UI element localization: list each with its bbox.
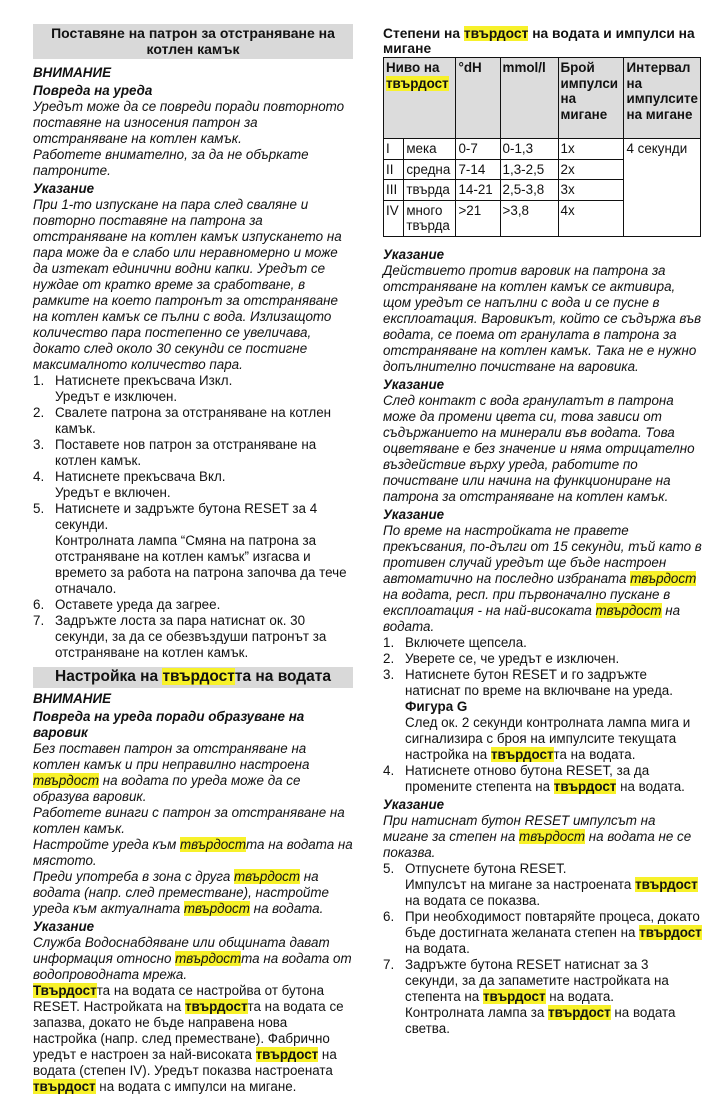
list-item — [33, 469, 353, 501]
mmol-value: 2,5-3,8 — [500, 180, 558, 201]
figure-reference — [405, 699, 703, 715]
section-heading-cartridge: Поставяне на патрон за отстраняване на котлен камък — [33, 24, 353, 59]
text-run: Указание — [383, 376, 445, 392]
list-item-text — [55, 597, 353, 613]
text-run: Настройте уреда към — [33, 837, 181, 852]
list-number: 4. — [33, 469, 45, 484]
note-label — [33, 691, 353, 707]
section-heading-water-hardness — [33, 667, 353, 688]
list-item-body — [405, 635, 703, 651]
cartridge-section-body — [33, 65, 353, 661]
pulse-interval: 4 секунди — [624, 139, 701, 237]
text-run: Натиснете отново бутона RESET, за да промените степента на — [405, 762, 650, 794]
numbered-list — [383, 635, 703, 795]
list-item-note — [55, 485, 353, 501]
right-body — [383, 247, 703, 1037]
dh-value: >21 — [456, 200, 500, 236]
paragraph — [33, 147, 353, 179]
text-run: Поставете нов патрон за отстраняване на котлен камък. — [55, 437, 317, 468]
highlighted-term: твърдост — [184, 999, 248, 1014]
paragraph — [33, 197, 353, 373]
highlighted-term: твърдост — [386, 75, 449, 91]
text-run: Служба Водоснабдяване или общината дават информация относно — [33, 935, 330, 966]
list-item — [33, 613, 353, 661]
list-item-text — [55, 373, 353, 389]
highlighted-term: твърдост — [635, 876, 698, 892]
list-item-text — [55, 405, 353, 437]
numbered-list — [383, 861, 703, 1037]
note-label — [383, 247, 703, 263]
list-item-body — [405, 763, 703, 795]
text-run: Оставете уреда да загрее. — [55, 597, 221, 612]
text-run: ВНИМАНИЕ — [33, 691, 112, 706]
highlighted-term: твърдост — [595, 602, 662, 618]
text-run: на водата. — [545, 988, 615, 1004]
text-run: на водата с импулси на мигане. — [95, 1079, 297, 1094]
pulse-count: 4x — [558, 200, 624, 236]
list-number: 4. — [383, 762, 395, 778]
text-run: При 1-то изпускане на пара след сваляне и повторно поставяне на патрона за отстраняване на котлен камък изпускането на пара може да е слабо или неравномерно и може да изтекат единични водни капки. Уредът се нуждае от кратко време за сработване, в рамките на което патронът за отстраняване на котлен камък се пълни с вода. Излизащото количество пара постепенно се увеличава, докато след около 30 секунди се постигне максималното количество пара. — [33, 197, 342, 372]
text-run: Фигура G — [405, 698, 468, 714]
text-run: Работете винаги с патрон за отстраняване на котлен камък. — [33, 805, 345, 836]
header-level — [384, 58, 456, 139]
text-run: на водата, респ. при първоначално пускане в експлоатация - на най-високата — [383, 586, 671, 618]
text-run: Указание — [383, 246, 445, 262]
list-item-body — [55, 501, 353, 597]
text-run: Без поставен патрон за отстраняване на котлен камък и при неправилно настроена — [33, 741, 310, 772]
text-run: Контролната лампа за — [405, 1004, 549, 1020]
paragraph — [33, 741, 353, 805]
left-column — [33, 24, 353, 1095]
text-run: та на водата се запазва, докато не бъде направена нова настройка (напр. след преместване). Фабрично уредът е настроен за най-високата — [33, 999, 344, 1062]
list-item — [383, 957, 703, 1037]
list-item — [383, 861, 703, 909]
text-run: След ок. 2 секунди контролната лампа мига и сигнализира с броя на импулсите текущата настройка на — [405, 714, 691, 762]
paragraph — [33, 837, 353, 869]
note-label — [33, 709, 353, 741]
list-item-note — [405, 877, 703, 909]
note-label — [33, 65, 353, 81]
list-number: 2. — [383, 650, 395, 666]
list-item-note — [405, 715, 703, 763]
list-number: 3. — [33, 437, 45, 452]
list-item — [383, 635, 703, 651]
list-number: 2. — [33, 405, 45, 420]
pulse-count: 1x — [558, 139, 624, 160]
text-run: При необходимост повтаряйте процеса, докато бъде достигната желаната степен на — [405, 908, 700, 940]
text-run: Преди употреба в зона с друга — [33, 869, 235, 884]
list-item-text — [55, 437, 353, 469]
text-run: та на водата се настройва от бутона RESET. Настройката на — [33, 983, 325, 1014]
text-run: та на водата от водопроводната мрежа. — [33, 951, 352, 982]
list-item-text — [405, 635, 703, 651]
header-interval: Интервал на импулсите на мигане — [624, 58, 701, 139]
highlighted-term: твърдост — [553, 778, 617, 794]
highlighted-term: твърдост — [630, 570, 697, 586]
list-item-text — [405, 957, 703, 1005]
text-run: Ниво на — [386, 60, 440, 75]
list-item-body — [55, 613, 353, 661]
text-run: Натиснете прекъсвача Изкл. — [55, 373, 233, 388]
header-mmol: mmol/l — [500, 58, 558, 139]
list-item-note — [55, 533, 353, 597]
table-title — [383, 26, 703, 56]
text-run: Свалете патрона за отстраняване на котлен камък. — [55, 405, 332, 436]
mmol-value: 1,3-2,5 — [500, 159, 558, 180]
highlighted-term: твърдост — [183, 901, 250, 916]
highlighted-term: твърдост — [33, 773, 100, 788]
paragraph — [33, 805, 353, 837]
text-run: на водата светва. — [405, 1004, 676, 1036]
level-numeral: I — [384, 139, 404, 160]
note-label — [383, 797, 703, 813]
highlighted-term: твърдост — [548, 1004, 611, 1020]
list-item-note — [405, 1005, 703, 1037]
text-run: на водата. — [383, 602, 681, 634]
level-numeral: IV — [384, 200, 404, 236]
highlighted-term: Твърдост — [33, 983, 97, 998]
pulse-count: 2x — [558, 159, 624, 180]
level-name: средна — [404, 159, 456, 180]
highlighted-term: твърдост — [482, 988, 546, 1004]
text-run: Уредът е включен. — [55, 485, 171, 500]
list-number: 3. — [383, 666, 395, 682]
text-run: По време на настройката не правете прекъсвания, по-дълги от 15 секунди, тъй като в противен случай уредът ще бъде настроен автоматично на последно избраната — [383, 522, 702, 586]
list-item — [383, 667, 703, 763]
paragraph — [33, 869, 353, 917]
text-run: ВНИМАНИЕ — [33, 65, 112, 80]
list-item — [383, 763, 703, 795]
highlighted-term: твърдост — [463, 26, 529, 41]
text-run: на водата по уреда може да се образува варовик. — [33, 773, 301, 804]
list-number: 6. — [383, 908, 395, 924]
text-run: Импулсът на мигане за настроената — [405, 876, 636, 892]
list-item-note — [55, 389, 353, 405]
text-run: Настройка на — [55, 668, 163, 685]
text-run: на водата. — [249, 901, 324, 916]
highlighted-term: твърдост — [162, 668, 235, 685]
highlighted-term: твърдост — [33, 1079, 96, 1094]
text-run: Работете внимателно, за да не объркате патроните. — [33, 147, 309, 178]
list-item — [33, 405, 353, 437]
list-item-body — [55, 469, 353, 501]
mmol-value: >3,8 — [500, 200, 558, 236]
paragraph — [383, 393, 703, 505]
numbered-list — [33, 373, 353, 661]
text-run: на водата. — [405, 940, 470, 956]
list-item-text — [55, 469, 353, 485]
highlighted-term: твърдост — [234, 869, 301, 884]
text-run: та на водата на мястото. — [33, 837, 353, 868]
text-run: Уверете се, че уредът е изключен. — [405, 650, 620, 666]
text-run: на водата (напр. след преместване), настройте уреда към актуалната — [33, 869, 329, 916]
list-number: 7. — [383, 956, 395, 972]
list-item-body — [55, 437, 353, 469]
list-item-body — [55, 373, 353, 405]
text-run: Контролната лампа “Смяна на патрона за отстраняване на котлен камък” изгасва и времето за работа на патрона започва да тече отначало. — [55, 533, 347, 596]
list-number: 1. — [383, 634, 395, 650]
paragraph — [33, 983, 353, 1095]
list-item — [33, 437, 353, 469]
hardness-table — [383, 57, 701, 237]
text-run: След контакт с вода гранулатът в патрона може да промени цвета си, това зависи от съдържанието на минерали във водата. Това оцветяване е без значение и няма отрицателно въздействие върху уреда, работите по почистване или начина на функциониране на патрона за отстраняване на котлен камък. — [383, 392, 695, 504]
list-item-body — [405, 651, 703, 667]
paragraph — [33, 99, 353, 147]
list-item-body — [405, 667, 703, 763]
text-run: та на водата. — [553, 746, 636, 762]
table-header-row — [384, 58, 701, 139]
text-run: Указание — [33, 181, 95, 196]
list-item-body — [405, 861, 703, 909]
list-number: 1. — [33, 373, 45, 388]
list-number: 5. — [383, 860, 395, 876]
text-run: на водата. — [616, 778, 685, 794]
list-item-text — [405, 909, 703, 957]
text-run: Натиснете и задръжте бутона RESET за 4 секунди. — [55, 501, 318, 532]
text-run: на водата не се показва. — [383, 828, 692, 860]
highlighted-term: твърдост — [490, 746, 554, 762]
text-run: Натиснете прекъсвача Вкл. — [55, 469, 226, 484]
paragraph — [383, 263, 703, 375]
table-row — [384, 139, 701, 160]
text-run: Задръжте бутона RESET натиснат за 3 секунди, за да запаметите настройката на степента на — [405, 956, 669, 1004]
highlighted-term: твърдост — [255, 1047, 319, 1062]
highlighted-term: твърдост — [639, 924, 702, 940]
text-run: Натиснете бутон RESET и го задръжте натиснат по време на включване на уреда. — [405, 666, 673, 698]
text-run: на водата се показва. — [405, 892, 541, 908]
level-name: мека — [404, 139, 456, 160]
note-label — [33, 919, 353, 935]
paragraph — [383, 523, 703, 635]
list-item-text — [405, 861, 703, 877]
header-count: Брой импулси на мигане — [558, 58, 624, 139]
list-item — [383, 651, 703, 667]
text-run: При натиснат бутон RESET импулсът на мигане за степен на — [383, 812, 656, 844]
list-item-text — [405, 763, 703, 795]
dh-value: 7-14 — [456, 159, 500, 180]
text-run: Повреда на уреда поради образуване на варовик — [33, 709, 305, 740]
dh-value: 14-21 — [456, 180, 500, 201]
right-column — [383, 24, 703, 1037]
list-item-text — [405, 667, 703, 699]
list-item — [33, 597, 353, 613]
list-item-body — [405, 957, 703, 1037]
level-numeral: III — [384, 180, 404, 201]
list-item-text — [405, 651, 703, 667]
level-name: много твърда — [404, 200, 456, 236]
list-number: 7. — [33, 613, 45, 628]
text-run: Указание — [33, 919, 95, 934]
highlighted-term: твърдост — [519, 828, 586, 844]
text-run: Степени на — [383, 26, 464, 41]
text-run: на водата и импулси на мигане — [383, 26, 695, 56]
header-dh: °dH — [456, 58, 500, 139]
list-item-text — [55, 613, 353, 661]
text-run: Отпуснете бутона RESET. — [405, 860, 567, 876]
text-run: на водата (степен IV). Уредът показва настроената — [33, 1047, 337, 1078]
mmol-value: 0-1,3 — [500, 139, 558, 160]
text-run: Включете щепсела. — [405, 634, 527, 650]
list-number: 5. — [33, 501, 45, 516]
text-run: Действието против варовик на патрона за отстраняване на котлен камък се активира, щом уредът се напълни с вода и се пусне в експлоатация. Варовикът, който се съдържа във водата, се поема от гранулата в патрона за отстраняване на котлен камък. Така не е нужно допълнително почистване на варовика. — [383, 262, 702, 374]
text-run: та на водата — [234, 668, 331, 685]
hardness-section-body — [33, 691, 353, 1095]
highlighted-term: твърдост — [180, 837, 247, 852]
text-run: Уредът може да се повреди поради повторното поставяне на износения патрон за отстраняване на котлен камък. — [33, 99, 345, 146]
pulse-count: 3x — [558, 180, 624, 201]
list-item-text — [55, 501, 353, 533]
level-name: твърда — [404, 180, 456, 201]
list-item-body — [405, 909, 703, 957]
list-item-body — [55, 597, 353, 613]
text-run: Указание — [383, 796, 445, 812]
list-item — [33, 373, 353, 405]
list-number: 6. — [33, 597, 45, 612]
note-label — [383, 377, 703, 393]
paragraph — [383, 813, 703, 861]
text-run: Уредът е изключен. — [55, 389, 178, 404]
note-label — [33, 181, 353, 197]
list-item — [33, 501, 353, 597]
text-run: Указание — [383, 506, 445, 522]
level-numeral: II — [384, 159, 404, 180]
text-run: Повреда на уреда — [33, 83, 153, 98]
dh-value: 0-7 — [456, 139, 500, 160]
list-item-body — [55, 405, 353, 437]
text-run: Задръжте лоста за пара натиснат ок. 30 секунди, за да се обезвъздуши патронът за отстраняване на котлен камък. — [55, 613, 327, 660]
paragraph — [33, 935, 353, 983]
note-label — [383, 507, 703, 523]
note-label — [33, 83, 353, 99]
list-item — [383, 909, 703, 957]
highlighted-term: твърдост — [175, 951, 242, 966]
